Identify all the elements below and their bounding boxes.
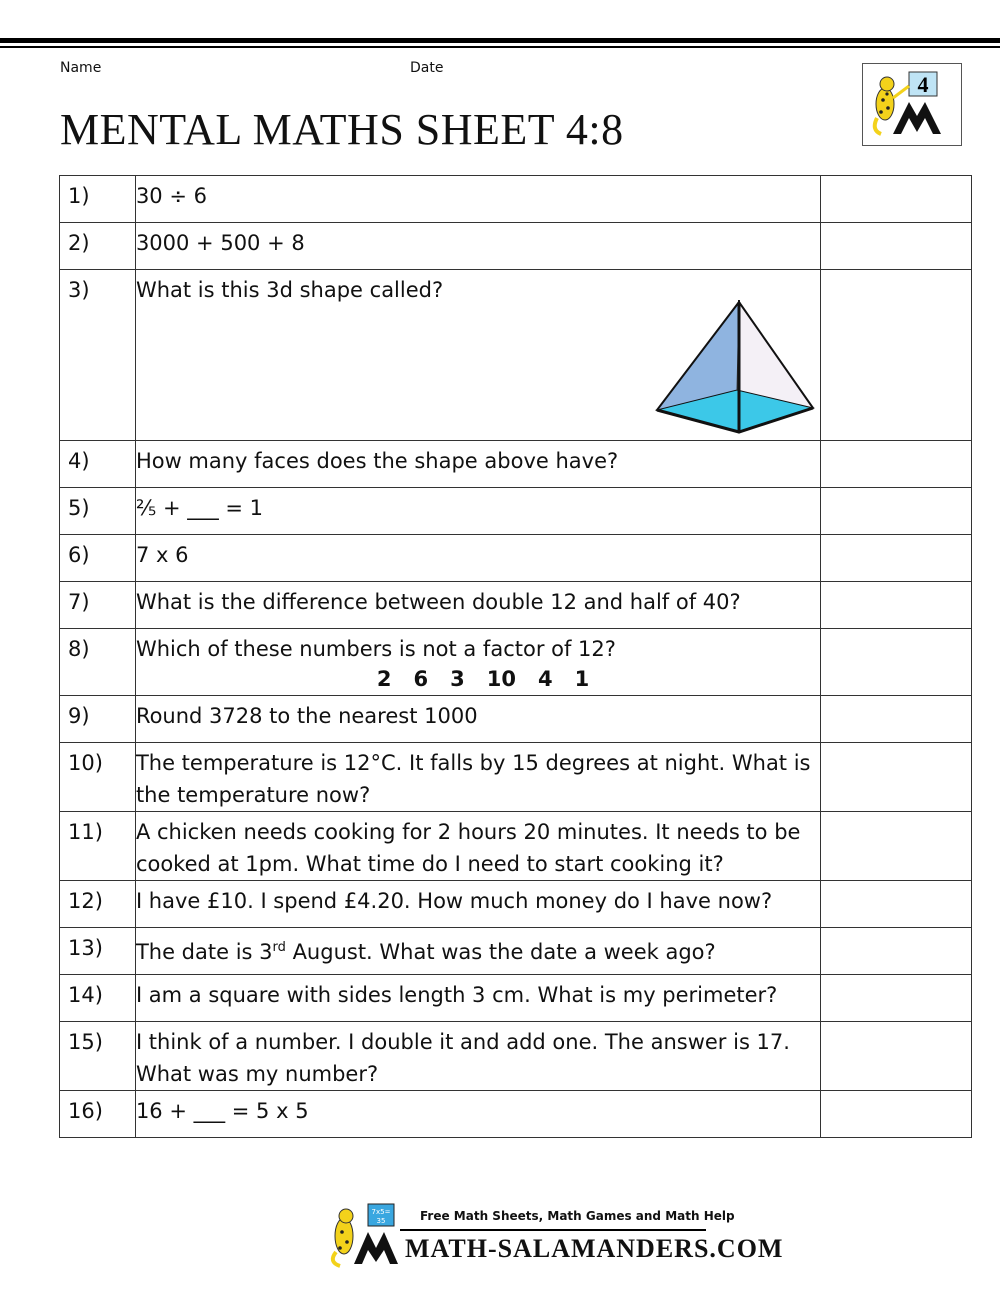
question-row [60,881,972,928]
question-number: 13) [68,936,103,960]
answer-box[interactable] [821,441,972,488]
square-pyramid-icon [651,300,815,440]
question-text [136,928,820,968]
question-row [60,1022,972,1091]
question-text: 30 ÷ 6 [135,184,207,208]
question-row [60,176,972,223]
answer-box[interactable] [821,535,972,582]
question-number: 8) [68,637,90,661]
name-label: Name [60,60,102,76]
date-text-before: The date is 3 [135,940,273,964]
factor-option: 2 [376,667,392,691]
grade-logo [862,63,962,146]
question-text: The temperature is 12°C. It falls by 15 degrees at night. What is the temperature now? [135,751,811,807]
question-row [60,812,972,881]
factor-option: 6 [413,667,429,691]
question-number: 7) [68,590,90,614]
question-text: How many faces does the shape above have? [135,449,619,473]
question-number: 10) [68,751,103,775]
salamander-logo-icon [863,64,961,145]
question-number: 14) [68,983,103,1007]
question-number: 12) [68,889,103,913]
question-row [60,629,972,696]
question-row [60,1091,972,1138]
answer-box[interactable] [821,1022,972,1091]
answer-box[interactable] [821,928,972,975]
answer-box[interactable] [821,488,972,535]
badge-text: 7x5= [371,1208,391,1216]
date-text-after: August. What was the date a week ago? [285,940,716,964]
factor-option: 10 [486,667,516,691]
factor-options [136,663,820,695]
answer-box[interactable] [821,696,972,743]
top-rule-thin [0,46,1000,48]
question-text: Which of these numbers is not a factor of 12? [135,637,616,661]
question-row [60,582,972,629]
question-number: 9) [68,704,90,728]
answer-box[interactable] [821,881,972,928]
question-row [60,696,972,743]
question-text: 3000 + 500 + 8 [135,231,305,255]
question-text: What is the difference between double 12 and half of 40? [135,590,741,614]
grade-badge-number: 4 [917,72,929,97]
factor-option: 1 [574,667,590,691]
question-number: 16) [68,1099,103,1123]
answer-box[interactable] [821,629,972,696]
factor-option: 3 [450,667,465,691]
answer-box[interactable] [821,975,972,1022]
question-text: 7 x 6 [135,543,189,567]
top-rule-thick [0,38,1000,43]
answer-box[interactable] [821,1091,972,1138]
question-number: 2) [68,231,90,255]
question-text: I am a square with sides length 3 cm. What is my perimeter? [135,983,778,1007]
question-number: 6) [68,543,90,567]
answer-box[interactable] [821,176,972,223]
question-text: What is this 3d shape called? [135,278,444,302]
question-row [60,535,972,582]
question-text: Round 3728 to the nearest 1000 [135,704,478,728]
footer-site-link[interactable]: MATH-SALAMANDERS.COM [405,1234,784,1263]
page-title: MENTAL MATHS SHEET 4:8 [60,105,624,154]
question-number: 4) [68,449,90,473]
question-text: 16 + ___ = 5 x 5 [135,1099,309,1123]
answer-box[interactable] [821,270,972,441]
question-text: I have £10. I spend £4.20. How much money do I have now? [135,889,773,913]
answer-box[interactable] [821,812,972,881]
question-table [59,175,972,1138]
ordinal-suffix: rd [272,940,286,955]
question-text: ⅖ + ___ = 1 [135,496,264,520]
question-row [60,928,972,975]
answer-box[interactable] [821,582,972,629]
question-number: 11) [68,820,103,844]
question-text: I think of a number. I double it and add one. The answer is 17. What was my number? [135,1030,790,1086]
question-number: 1) [68,184,90,208]
question-number: 15) [68,1030,103,1054]
question-row [60,270,972,441]
question-row [60,975,972,1022]
footer-tagline: Free Math Sheets, Math Games and Math Help [420,1209,735,1223]
question-row [60,488,972,535]
question-row [60,223,972,270]
date-label: Date [410,60,444,76]
footer-rule [400,1229,706,1231]
question-row [60,441,972,488]
answer-box[interactable] [821,743,972,812]
question-row [60,743,972,812]
question-number: 5) [68,496,90,520]
svg-text:35: 35 [376,1217,386,1225]
factor-option: 4 [538,667,553,691]
question-number: 3) [68,278,90,302]
answer-box[interactable] [821,223,972,270]
question-text: A chicken needs cooking for 2 hours 20 minutes. It needs to be cooked at 1pm. What time do I need to start cooking it? [135,820,801,876]
